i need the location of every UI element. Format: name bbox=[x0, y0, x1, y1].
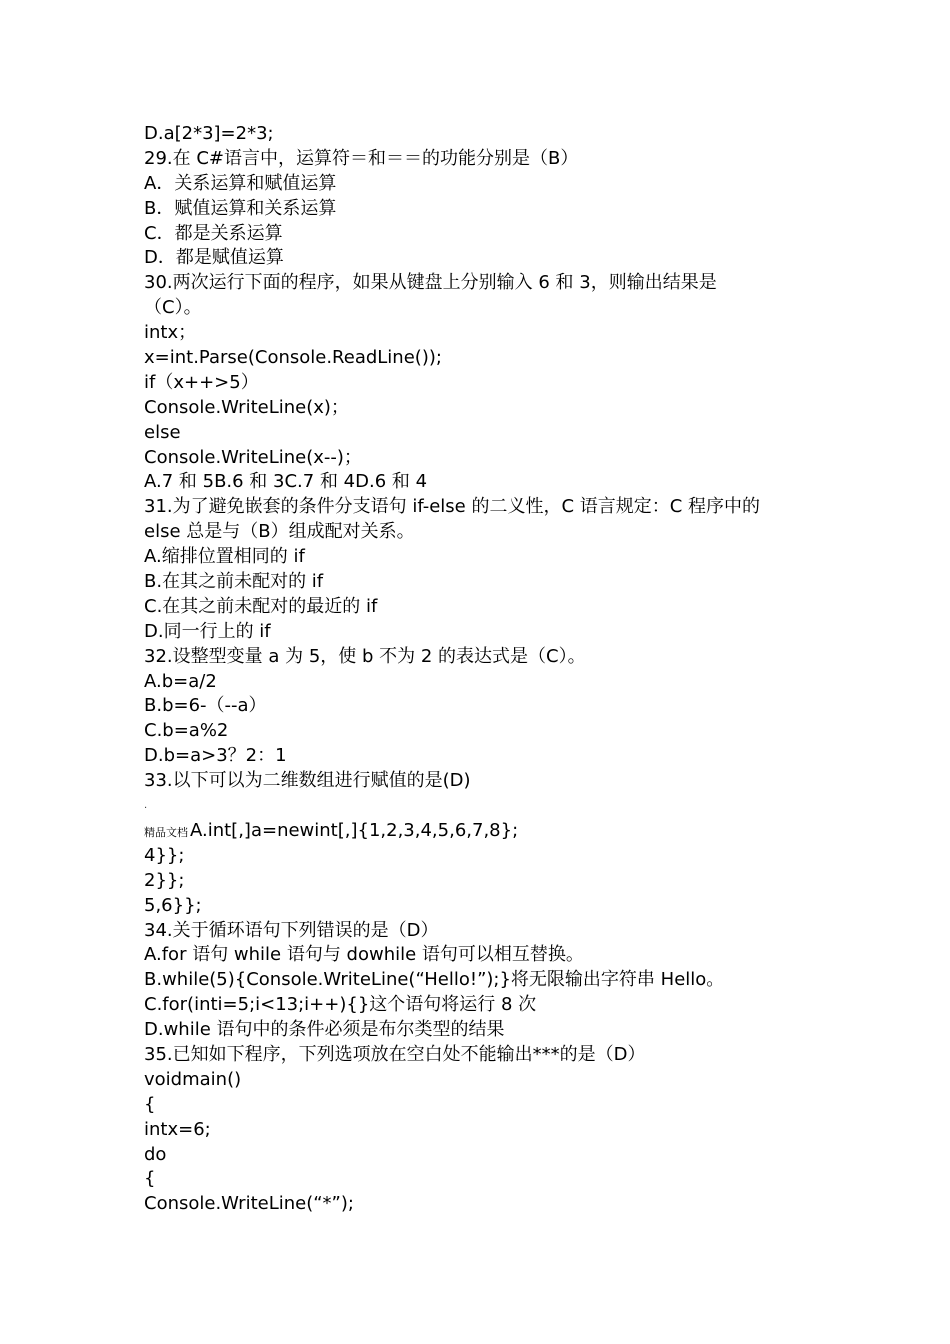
code-line: x=int.Parse(Console.ReadLine()); bbox=[144, 347, 442, 369]
code-line: { bbox=[144, 1093, 156, 1115]
code-line: if（x++>5） bbox=[144, 371, 259, 393]
code-line: else bbox=[144, 421, 181, 443]
option-line: A.for 语句 while 语句与 dowhile 语句可以相互替换。 bbox=[144, 944, 584, 966]
option-line: C.在其之前未配对的最近的 if bbox=[144, 595, 378, 617]
code-line: voidmain() bbox=[144, 1068, 242, 1090]
code-line: { bbox=[144, 1168, 156, 1190]
dot-marker: . bbox=[144, 800, 148, 812]
code-line: 4}}; bbox=[144, 844, 185, 866]
text-line: D.a[2*3]=2*3; bbox=[144, 123, 274, 144]
option-line: D.同一行上的 if bbox=[144, 620, 271, 642]
code-line: Console.WriteLine(“*”); bbox=[144, 1193, 354, 1215]
code-line: intx=6; bbox=[144, 1118, 211, 1140]
code-line: Console.WriteLine(x)； bbox=[144, 396, 349, 418]
code-line: Console.WriteLine(x--)； bbox=[144, 446, 362, 468]
watermark-line bbox=[144, 819, 804, 844]
option-line: C.for(inti=5;i<13;i++){}这个语句将运行 8 次 bbox=[144, 994, 537, 1016]
option-line: D.b=a>3？2：1 bbox=[144, 745, 287, 767]
code-line: 2}}; bbox=[144, 869, 185, 891]
option-line: D.while 语句中的条件必须是布尔类型的结果 bbox=[144, 1019, 505, 1041]
code-line: intx； bbox=[144, 322, 197, 344]
option-line: C．都是关系运算 bbox=[144, 222, 283, 244]
text-line: （C）。 bbox=[144, 297, 202, 319]
option-line: A.int[,]a=newint[,]{1,2,3,4,5,6,7,8}; bbox=[190, 819, 519, 841]
question-35: 35.已知如下程序，下列选项放在空白处不能输出***的是（D） bbox=[144, 1043, 646, 1065]
option-line: A.缩排位置相同的 if bbox=[144, 546, 305, 568]
option-line: A.b=a/2 bbox=[144, 670, 217, 692]
option-line: C.b=a%2 bbox=[144, 720, 229, 742]
question-30: 30.两次运行下面的程序，如果从键盘上分别输入 6 和 3，则输出结果是 bbox=[144, 272, 717, 294]
code-line: do bbox=[144, 1143, 167, 1165]
question-33: 33.以下可以为二维数组进行赋值的是(D) bbox=[144, 770, 471, 792]
question-29: 29.在 C#语言中，运算符＝和＝＝的功能分别是（B） bbox=[144, 147, 579, 169]
option-line: A．关系运算和赋值运算 bbox=[144, 172, 337, 194]
text-line: else 总是与（B）组成配对关系。 bbox=[144, 521, 415, 543]
option-line: A.7 和 5B.6 和 3C.7 和 4D.6 和 4 bbox=[144, 471, 428, 493]
watermark-label: 精品文档 bbox=[144, 825, 188, 839]
option-line: B.while(5){Console.WriteLine(“Hello!”);}将无限输出字符串 Hello。 bbox=[144, 969, 725, 991]
question-32: 32.设整型变量 a 为 5，使 b 不为 2 的表达式是（C）。 bbox=[144, 645, 586, 667]
option-line: B．赋值运算和关系运算 bbox=[144, 197, 337, 219]
option-line: B.b=6-（--a） bbox=[144, 695, 267, 717]
document-body bbox=[144, 122, 804, 1217]
option-line: D．都是赋值运算 bbox=[144, 247, 284, 269]
question-34: 34.关于循环语句下列错误的是（D） bbox=[144, 919, 439, 941]
code-line: 5,6}}; bbox=[144, 894, 202, 916]
question-31: 31.为了避免嵌套的条件分支语句 if-else 的二义性，C 语言规定：C 程序中的 bbox=[144, 496, 761, 518]
option-line: B.在其之前未配对的 if bbox=[144, 571, 324, 593]
